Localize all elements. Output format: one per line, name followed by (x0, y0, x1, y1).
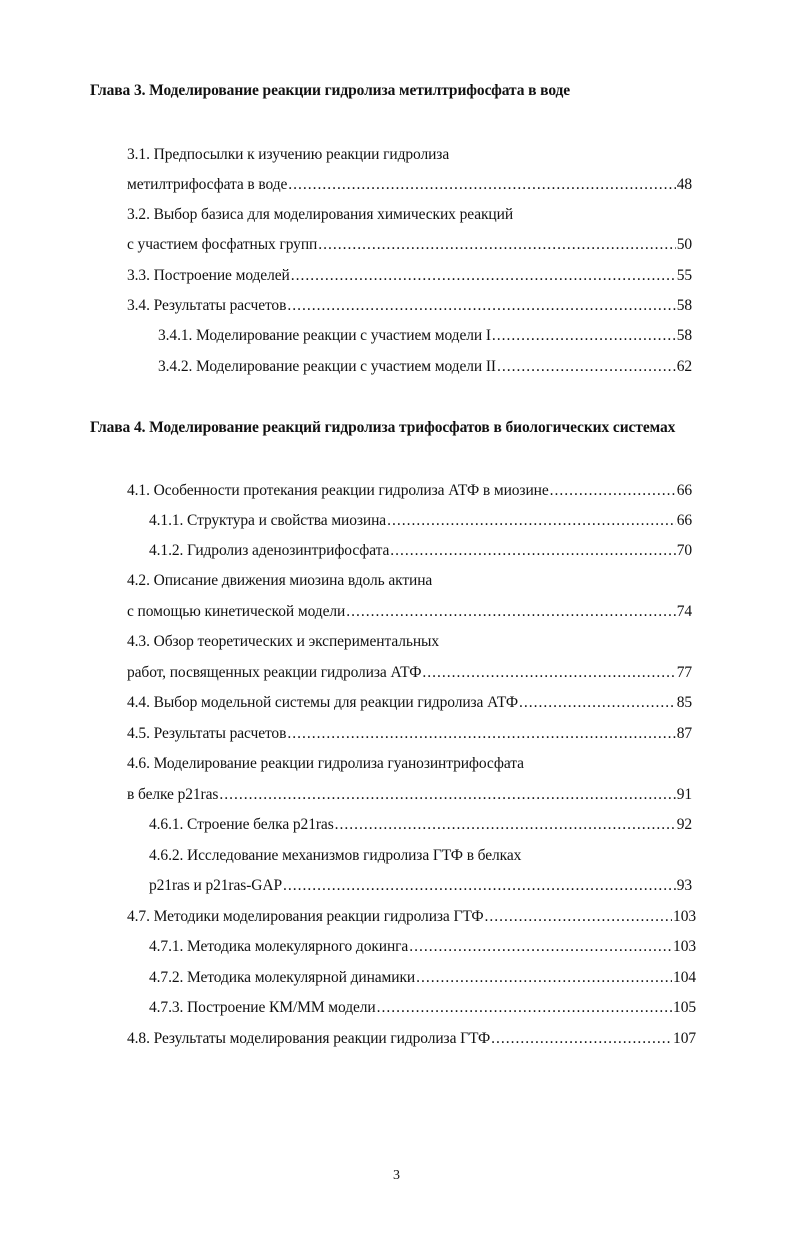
leader-dots (288, 175, 675, 195)
chapter-4-title: Глава 4. Моделирование реакций гидролиза трифосфатов в биологических системах (90, 419, 676, 436)
leader-dots (377, 998, 672, 1018)
toc-entry-text: 3.4.2. Моделирование реакции с участием модели II (158, 358, 496, 375)
leader-dots (497, 357, 676, 377)
toc-page-number: 103 (673, 938, 696, 955)
toc-entry-3-4-2 (158, 357, 692, 377)
leader-dots (291, 266, 676, 286)
leader-dots (219, 785, 675, 805)
toc-entry-4-7-3 (149, 998, 696, 1018)
leader-dots (491, 1029, 672, 1049)
toc-entry-text: в белке p21ras (127, 786, 219, 803)
toc-entry-4-6 (127, 785, 692, 805)
toc-entry-text: с участием фосфатных групп (127, 236, 318, 253)
toc-entry-4-5 (127, 724, 692, 744)
toc-page-number: 58 (676, 297, 692, 314)
leader-dots (550, 481, 676, 501)
toc-page-number: 105 (673, 999, 696, 1016)
toc-entry-text: 4.7.3. Построение КМ/ММ модели (149, 999, 376, 1016)
toc-page-number: 92 (676, 816, 692, 833)
toc-entry-text: 4.6.1. Строение белка p21ras (149, 816, 334, 833)
toc-entry-4-8 (127, 1029, 696, 1049)
toc-page-number: 70 (676, 542, 692, 559)
toc-entry-4-6-line1: 4.6. Моделирование реакции гидролиза гуанозинтрифосфата (127, 755, 524, 772)
toc-entry-3-4 (127, 296, 692, 316)
leader-dots (485, 907, 673, 927)
toc-entry-text: 4.8. Результаты моделирования реакции гидролиза ГТФ (127, 1030, 491, 1047)
toc-page-number: 104 (673, 969, 696, 986)
leader-dots (492, 326, 676, 346)
toc-page-number: 103 (673, 908, 696, 925)
chapter-3-title: Глава 3. Моделирование реакции гидролиза метилтрифосфата в воде (90, 82, 571, 99)
leader-dots (287, 724, 675, 744)
toc-entry-text: 4.1. Особенности протекания реакции гидролиза АТФ в миозине (127, 482, 549, 499)
leader-dots (346, 602, 675, 622)
toc-entry-4-2 (127, 602, 692, 622)
leader-dots (416, 968, 672, 988)
leader-dots (283, 876, 676, 896)
leader-dots (287, 296, 675, 316)
toc-page-number: 66 (676, 482, 692, 499)
toc-entry-4-7-1 (149, 937, 696, 957)
toc-entry-4-1-2 (149, 541, 692, 561)
toc-entry-4-3-line1: 4.3. Обзор теоретических и экспериментальных (127, 633, 439, 650)
toc-entry-text: 4.4. Выбор модельной системы для реакции гидролиза АТФ (127, 694, 519, 711)
toc-entry-4-1-1 (149, 511, 692, 531)
toc-entry-text: 4.7.1. Методика молекулярного докинга (149, 938, 409, 955)
toc-page-number: 87 (676, 725, 692, 742)
toc-page-number: 58 (676, 327, 692, 344)
toc-entry-4-1 (127, 481, 692, 501)
toc-entry-3-2 (127, 235, 692, 255)
toc-entry-text: 4.7. Методики моделирования реакции гидролиза ГТФ (127, 908, 484, 925)
toc-entry-text: метилтрифосфата в воде (127, 176, 288, 193)
toc-entry-4-7 (127, 907, 696, 927)
toc-page-number: 93 (676, 877, 692, 894)
toc-entry-4-4 (127, 693, 692, 713)
toc-entry-4-6-1 (149, 815, 692, 835)
toc-entry-4-6-2 (149, 876, 692, 896)
toc-entry-text: 4.7.2. Методика молекулярной динамики (149, 969, 416, 986)
toc-page-number: 62 (676, 358, 692, 375)
page-number: 3 (393, 1168, 400, 1183)
leader-dots (387, 511, 676, 531)
leader-dots (409, 937, 672, 957)
toc-entry-text: p21ras и p21ras-GAP (149, 877, 282, 894)
toc-entry-4-2-line1: 4.2. Описание движения миозина вдоль актина (127, 572, 433, 589)
toc-entry-3-1 (127, 175, 692, 195)
toc-page-number: 48 (676, 176, 692, 193)
leader-dots (422, 663, 675, 683)
toc-page-number: 91 (676, 786, 692, 803)
toc-page-number: 74 (676, 603, 692, 620)
toc-page-number: 66 (676, 512, 692, 529)
toc-entry-3-1-line1: 3.1. Предпосылки к изучению реакции гидролиза (127, 146, 450, 163)
toc-entry-text: с помощью кинетической модели (127, 603, 346, 620)
toc-entry-3-3 (127, 266, 692, 286)
leader-dots (519, 693, 676, 713)
toc-entry-4-3 (127, 663, 692, 683)
toc-entry-3-2-line1: 3.2. Выбор базиса для моделирования химических реакций (127, 206, 514, 223)
toc-entry-text: 4.1.1. Структура и свойства миозина (149, 512, 387, 529)
toc-page-number: 50 (676, 236, 692, 253)
toc-page-number: 77 (676, 664, 692, 681)
toc-entry-text: работ, посвященных реакции гидролиза АТФ (127, 664, 422, 681)
toc-entry-text: 3.4.1. Моделирование реакции с участием модели I (158, 327, 491, 344)
toc-entry-text: 4.1.2. Гидролиз аденозинтрифосфата (149, 542, 390, 559)
toc-entry-text: 3.3. Построение моделей (127, 267, 290, 284)
leader-dots (318, 235, 675, 255)
leader-dots (390, 541, 675, 561)
toc-entry-text: 4.5. Результаты расчетов (127, 725, 287, 742)
toc-entry-text: 3.4. Результаты расчетов (127, 297, 287, 314)
toc-entry-3-4-1 (158, 326, 692, 346)
toc-page-number: 85 (676, 694, 692, 711)
toc-page-number: 107 (673, 1030, 696, 1047)
leader-dots (335, 815, 676, 835)
toc-page-number: 55 (676, 267, 692, 284)
toc-entry-4-7-2 (149, 968, 696, 988)
toc-entry-4-6-2-line1: 4.6.2. Исследование механизмов гидролиза ГТФ в белках (149, 847, 522, 864)
